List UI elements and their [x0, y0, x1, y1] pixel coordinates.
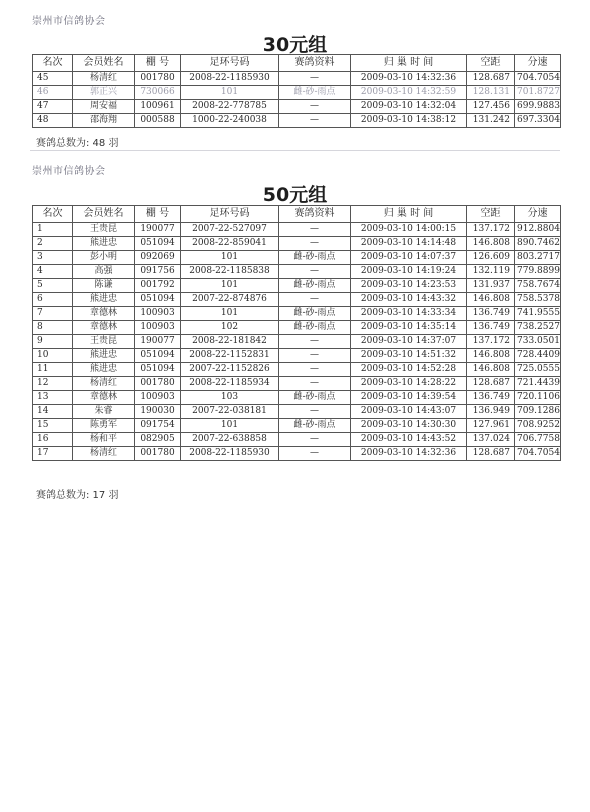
- table-cell: 131.242: [467, 114, 515, 128]
- table-cell: 091756: [135, 265, 181, 279]
- table-cell: 高强: [73, 265, 135, 279]
- table-cell: 136.749: [467, 307, 515, 321]
- column-header: 名次: [33, 55, 73, 72]
- table-cell: 章德林: [73, 321, 135, 335]
- table-cell: 2009-03-10 14:32:59: [351, 86, 467, 100]
- column-header: 归 巢 时 间: [351, 55, 467, 72]
- table-cell: 2007-22-874876: [181, 293, 279, 307]
- table-cell: 128.687: [467, 447, 515, 461]
- table-cell: 陈勇军: [73, 419, 135, 433]
- table-row: [33, 433, 561, 447]
- table-cell: 2009-03-10 14:07:37: [351, 251, 467, 265]
- table-row: [33, 279, 561, 293]
- table-cell: 001780: [135, 377, 181, 391]
- table-cell: 2008-22-181842: [181, 335, 279, 349]
- table-cell: 730066: [135, 86, 181, 100]
- table-cell: 2008-22-1185934: [181, 377, 279, 391]
- table-cell: 190077: [135, 335, 181, 349]
- table-cell: 126.609: [467, 251, 515, 265]
- table-cell: 128.687: [467, 377, 515, 391]
- table-cell: 1000-22-240038: [181, 114, 279, 128]
- table-row: [33, 237, 561, 251]
- table-cell: 092069: [135, 251, 181, 265]
- table-cell: 郭正兴: [73, 86, 135, 100]
- table-cell: 699.9883: [515, 100, 561, 114]
- table-cell: 2008-22-859041: [181, 237, 279, 251]
- table-cell: 001780: [135, 447, 181, 461]
- table-cell: 709.1286: [515, 405, 561, 419]
- table-cell: —: [279, 237, 351, 251]
- table-cell: —: [279, 100, 351, 114]
- table-cell: —: [279, 349, 351, 363]
- group-50-table: [32, 205, 561, 461]
- table-row: [33, 265, 561, 279]
- table-cell: —: [279, 335, 351, 349]
- table-cell: 王贵昆: [73, 223, 135, 237]
- table-cell: 杨清红: [73, 447, 135, 461]
- table-cell: 4: [33, 265, 73, 279]
- table-cell: 701.8727: [515, 86, 561, 100]
- column-header: 名次: [33, 206, 73, 223]
- column-header: 棚 号: [135, 55, 181, 72]
- column-header: 赛鸽资料: [279, 206, 351, 223]
- column-header: 足环号码: [181, 55, 279, 72]
- table-cell: 708.9252: [515, 419, 561, 433]
- column-header: 会员姓名: [73, 206, 135, 223]
- table-row: [33, 72, 561, 86]
- table-cell: 741.9555: [515, 307, 561, 321]
- table-row: [33, 307, 561, 321]
- table-cell: 12: [33, 377, 73, 391]
- table-cell: 100903: [135, 391, 181, 405]
- table-cell: 146.808: [467, 363, 515, 377]
- table-cell: 001780: [135, 72, 181, 86]
- table-cell: 2009-03-10 14:38:12: [351, 114, 467, 128]
- table-row: [33, 321, 561, 335]
- table-cell: 728.4409: [515, 349, 561, 363]
- table-cell: 758.5378: [515, 293, 561, 307]
- table-cell: 697.3304: [515, 114, 561, 128]
- table-row: [33, 447, 561, 461]
- table-cell: 2009-03-10 14:35:14: [351, 321, 467, 335]
- table-cell: 雌-砂-雨点: [279, 321, 351, 335]
- table-cell: 128.131: [467, 86, 515, 100]
- table-cell: 45: [33, 72, 73, 86]
- table-cell: 2009-03-10 14:32:36: [351, 447, 467, 461]
- table-row: [33, 251, 561, 265]
- table-cell: 136.949: [467, 405, 515, 419]
- table-cell: 101: [181, 86, 279, 100]
- table-cell: 136.749: [467, 391, 515, 405]
- table-cell: 2009-03-10 14:43:52: [351, 433, 467, 447]
- group-30-title: 30元组: [262, 34, 328, 56]
- table-cell: 11: [33, 363, 73, 377]
- table-cell: 721.4439: [515, 377, 561, 391]
- table-cell: 738.2527: [515, 321, 561, 335]
- table-cell: 912.8804: [515, 223, 561, 237]
- column-header: 归 巢 时 间: [351, 206, 467, 223]
- group-50-total: 赛鸽总数为: 17 羽: [36, 490, 119, 501]
- group-50-title: 50元组: [262, 184, 328, 206]
- table-cell: —: [279, 447, 351, 461]
- table-cell: —: [279, 72, 351, 86]
- table-cell: 2009-03-10 14:52:28: [351, 363, 467, 377]
- table-cell: 2009-03-10 14:28:22: [351, 377, 467, 391]
- table-cell: 陈谦: [73, 279, 135, 293]
- column-header: 分速: [515, 206, 561, 223]
- table-cell: 146.808: [467, 293, 515, 307]
- table-cell: 2009-03-10 14:00:15: [351, 223, 467, 237]
- table-cell: 王贵昆: [73, 335, 135, 349]
- table-cell: 2009-03-10 14:33:34: [351, 307, 467, 321]
- table-cell: —: [279, 405, 351, 419]
- table-cell: 051094: [135, 237, 181, 251]
- table-cell: 000588: [135, 114, 181, 128]
- table-cell: 2009-03-10 14:43:07: [351, 405, 467, 419]
- table-cell: 733.0501: [515, 335, 561, 349]
- table-cell: 3: [33, 251, 73, 265]
- group-30-table: [32, 54, 561, 128]
- table-cell: 2008-22-1185930: [181, 72, 279, 86]
- table-cell: 001792: [135, 279, 181, 293]
- table-cell: 熊进忠: [73, 237, 135, 251]
- page-divider: [30, 150, 560, 151]
- column-header: 棚 号: [135, 206, 181, 223]
- table-row: [33, 293, 561, 307]
- table-cell: 2009-03-10 14:23:53: [351, 279, 467, 293]
- table-cell: —: [279, 363, 351, 377]
- table-row: [33, 363, 561, 377]
- table-cell: —: [279, 433, 351, 447]
- table-row: [33, 223, 561, 237]
- table-cell: 758.7674: [515, 279, 561, 293]
- table-cell: 5: [33, 279, 73, 293]
- table-cell: 13: [33, 391, 73, 405]
- table-cell: 190030: [135, 405, 181, 419]
- table-cell: 熊进忠: [73, 349, 135, 363]
- table-cell: 706.7758: [515, 433, 561, 447]
- table-cell: 章德林: [73, 391, 135, 405]
- table-cell: 137.172: [467, 335, 515, 349]
- table-row: [33, 391, 561, 405]
- table-cell: 47: [33, 100, 73, 114]
- table-cell: 17: [33, 447, 73, 461]
- table-cell: —: [279, 114, 351, 128]
- table-cell: 8: [33, 321, 73, 335]
- table-cell: 杨清红: [73, 377, 135, 391]
- table-cell: 2007-22-638858: [181, 433, 279, 447]
- table-cell: 720.1106: [515, 391, 561, 405]
- table-cell: 2007-22-1152826: [181, 363, 279, 377]
- table-cell: 章德林: [73, 307, 135, 321]
- table-cell: 熊进忠: [73, 363, 135, 377]
- table-cell: 雌-砂-雨点: [279, 251, 351, 265]
- table-cell: 704.7054: [515, 447, 561, 461]
- table-cell: 2009-03-10 14:32:04: [351, 100, 467, 114]
- table-cell: 2009-03-10 14:43:32: [351, 293, 467, 307]
- table-cell: 101: [181, 251, 279, 265]
- table-cell: 雌-砂-雨点: [279, 307, 351, 321]
- table-cell: 127.456: [467, 100, 515, 114]
- table-row: [33, 100, 561, 114]
- column-header: 分速: [515, 55, 561, 72]
- table-cell: 136.749: [467, 321, 515, 335]
- table-cell: 48: [33, 114, 73, 128]
- table-cell: 131.937: [467, 279, 515, 293]
- table-cell: 2: [33, 237, 73, 251]
- table-cell: 1: [33, 223, 73, 237]
- table-cell: 100903: [135, 321, 181, 335]
- table-cell: 127.961: [467, 419, 515, 433]
- table-cell: 2009-03-10 14:51:32: [351, 349, 467, 363]
- table-cell: 082905: [135, 433, 181, 447]
- table-cell: 051094: [135, 363, 181, 377]
- table-cell: 101: [181, 279, 279, 293]
- group-30-total: 赛鸽总数为: 48 羽: [36, 138, 119, 149]
- table-cell: 2008-22-1152831: [181, 349, 279, 363]
- table-cell: 熊进忠: [73, 293, 135, 307]
- table-row: [33, 349, 561, 363]
- table-cell: 100961: [135, 100, 181, 114]
- table-row: [33, 377, 561, 391]
- table-cell: 周安福: [73, 100, 135, 114]
- table-cell: 2007-22-527097: [181, 223, 279, 237]
- table-cell: 2009-03-10 14:14:48: [351, 237, 467, 251]
- table-cell: 2008-22-778785: [181, 100, 279, 114]
- column-header: 足环号码: [181, 206, 279, 223]
- table-cell: 雌-砂-雨点: [279, 279, 351, 293]
- table-cell: 132.119: [467, 265, 515, 279]
- table-cell: —: [279, 377, 351, 391]
- table-cell: 101: [181, 419, 279, 433]
- column-header: 空距: [467, 206, 515, 223]
- table-cell: 7: [33, 307, 73, 321]
- table-cell: 102: [181, 321, 279, 335]
- table-row: [33, 335, 561, 349]
- table-cell: 890.7462: [515, 237, 561, 251]
- table-cell: 051094: [135, 293, 181, 307]
- table-cell: 091754: [135, 419, 181, 433]
- table-cell: 128.687: [467, 72, 515, 86]
- table-cell: 100903: [135, 307, 181, 321]
- table-cell: 2009-03-10 14:19:24: [351, 265, 467, 279]
- table-cell: —: [279, 223, 351, 237]
- table-cell: 051094: [135, 349, 181, 363]
- table-cell: 9: [33, 335, 73, 349]
- table-cell: 杨和平: [73, 433, 135, 447]
- org-name-top: 崇州市信鸽协会: [32, 16, 106, 27]
- table-cell: 15: [33, 419, 73, 433]
- table-cell: —: [279, 265, 351, 279]
- table-header-row: [33, 206, 561, 223]
- table-cell: 6: [33, 293, 73, 307]
- table-cell: 2008-22-1185838: [181, 265, 279, 279]
- table-cell: 朱睿: [73, 405, 135, 419]
- table-cell: 137.172: [467, 223, 515, 237]
- table-cell: 2009-03-10 14:39:54: [351, 391, 467, 405]
- table-cell: 邵海翔: [73, 114, 135, 128]
- table-cell: 146.808: [467, 237, 515, 251]
- table-cell: 803.2717: [515, 251, 561, 265]
- table-cell: 雌-砂-雨点: [279, 86, 351, 100]
- table-cell: 10: [33, 349, 73, 363]
- table-cell: 2008-22-1185930: [181, 447, 279, 461]
- table-cell: 杨清红: [73, 72, 135, 86]
- table-cell: 103: [181, 391, 279, 405]
- table-header-row: [33, 55, 561, 72]
- table-row: [33, 114, 561, 128]
- table-cell: 16: [33, 433, 73, 447]
- org-name: 崇州市信鸽协会: [32, 166, 106, 177]
- table-cell: 2009-03-10 14:37:07: [351, 335, 467, 349]
- table-cell: 46: [33, 86, 73, 100]
- table-cell: 137.024: [467, 433, 515, 447]
- table-cell: 14: [33, 405, 73, 419]
- table-cell: 2009-03-10 14:30:30: [351, 419, 467, 433]
- table-cell: 779.8899: [515, 265, 561, 279]
- column-header: 会员姓名: [73, 55, 135, 72]
- table-cell: 2007-22-038181: [181, 405, 279, 419]
- column-header: 赛鸽资料: [279, 55, 351, 72]
- table-cell: 725.0555: [515, 363, 561, 377]
- column-header: 空距: [467, 55, 515, 72]
- table-cell: 2009-03-10 14:32:36: [351, 72, 467, 86]
- table-cell: 雌-砂-雨点: [279, 419, 351, 433]
- table-cell: 704.7054: [515, 72, 561, 86]
- table-row: [33, 86, 561, 100]
- table-cell: 彭小明: [73, 251, 135, 265]
- table-row: [33, 405, 561, 419]
- table-cell: 146.808: [467, 349, 515, 363]
- table-cell: —: [279, 293, 351, 307]
- table-cell: 101: [181, 307, 279, 321]
- table-cell: 190077: [135, 223, 181, 237]
- table-cell: 雌-砂-雨点: [279, 391, 351, 405]
- table-row: [33, 419, 561, 433]
